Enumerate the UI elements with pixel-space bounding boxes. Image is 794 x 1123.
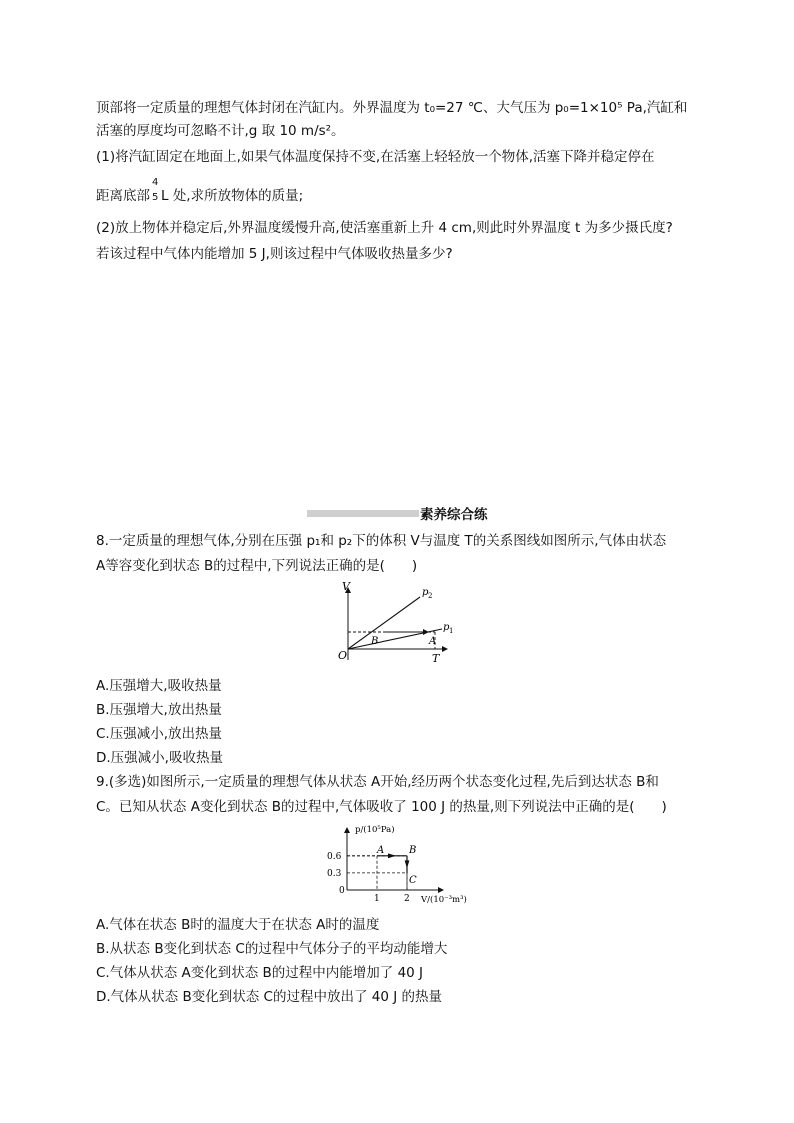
q8-option-c: C.压强减小,放出热量: [96, 726, 223, 742]
section-title: 素养综合练: [420, 507, 488, 523]
q8-vt-figure: [325, 580, 465, 670]
problem7-part1-line-1: (1)将汽缸固定在地面上,如果气体温度保持不变,在活塞上轻轻放一个物体,活塞下降并稳定停在: [96, 149, 655, 165]
q9-pv-chart: [325, 820, 475, 906]
problem7-part1-text-a: 距离底部: [96, 188, 150, 204]
x-tick-label: 1: [374, 894, 380, 904]
problem7-line-2: 活塞的厚度均可忽略不计,g 取 10 m/s²。: [96, 123, 345, 139]
point-label-a: A: [377, 844, 385, 856]
chart-ylabel: p/(10⁵Pa): [355, 825, 395, 835]
axis-label-t: T: [432, 652, 440, 665]
section-bar: [307, 510, 419, 517]
q9-option-b: B.从状态 B变化到状态 C的过程中气体分子的平均动能增大: [96, 941, 448, 957]
p1-label: p: [443, 622, 450, 633]
point-label-b: B: [409, 844, 417, 856]
fraction-denominator: 5: [152, 192, 159, 203]
point-a-label: A: [429, 636, 437, 647]
problem7-part2-line-2: 若该过程中气体内能增加 5 J,则该过程中气体吸收热量多少?: [96, 246, 453, 262]
process-arrow-1: [388, 853, 396, 858]
chart-xlabel: V/(10⁻³m³): [421, 895, 467, 905]
p2-label: p: [422, 587, 429, 598]
q8-stem-line-1: 8.一定质量的理想气体,分别在压强 p₁和 p₂下的体积 V与温度 T的关系图线如图所示,气体由状态: [96, 533, 667, 549]
q8-option-d: D.压强减小,吸收热量: [96, 750, 223, 766]
q9-stem-line-2: C。已知从状态 A变化到状态 B的过程中,气体吸收了 100 J 的热量,则下列说法中正确的是( ): [96, 799, 667, 815]
p2-subscript: 2: [428, 592, 433, 600]
problem7-part1-line-2: [96, 186, 303, 206]
origin-label: O: [338, 649, 348, 662]
fraction-numerator: 4: [152, 177, 159, 188]
axis-label-v: V: [342, 580, 350, 593]
p1-subscript: 1: [449, 627, 454, 635]
problem7-line-1: 顶部将一定质量的理想气体封闭在汽缸内。外界温度为 t₀=27 ℃、大气压为 p₀=1×10⁵ Pa,汽缸和: [96, 100, 688, 116]
y-tick-label: 0: [339, 886, 345, 896]
process-arrow-2: [405, 860, 410, 868]
y-tick-label: 0.3: [327, 868, 342, 879]
q9-option-d: D.气体从状态 B变化到状态 C的过程中放出了 40 J 的热量: [96, 989, 442, 1005]
q9-option-a: A.气体在状态 B时的温度大于在状态 A时的温度: [96, 917, 380, 933]
point-b-label: B: [371, 636, 379, 647]
q9-option-c: C.气体从状态 A变化到状态 B的过程中内能增加了 40 J: [96, 965, 424, 981]
problem7-part2-line-1: (2)放上物体并稳定后,外界温度缓慢升高,使活塞重新上升 4 cm,则此时外界温度 t 为多少摄氏度?: [96, 220, 673, 236]
q8-option-b: B.压强增大,放出热量: [96, 702, 222, 718]
x-tick-label: 2: [404, 894, 410, 904]
problem7-part1-text-b: L 处,求所放物体的质量;: [161, 188, 304, 204]
point-label-c: C: [409, 874, 417, 886]
q9-stem-line-1: 9.(多选)如图所示,一定质量的理想气体从状态 A开始,经历两个状态变化过程,先后到达状态 B和: [96, 774, 659, 790]
y-tick-label: 0.6: [327, 851, 342, 862]
q8-stem-line-2: A等容变化到状态 B的过程中,下列说法正确的是( ): [96, 558, 418, 574]
q8-option-a: A.压强增大,吸收热量: [96, 678, 222, 694]
